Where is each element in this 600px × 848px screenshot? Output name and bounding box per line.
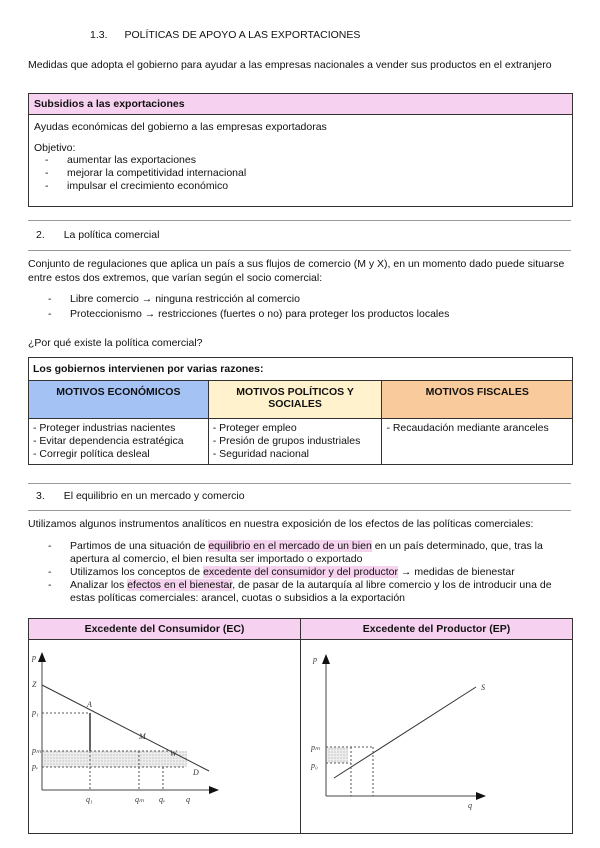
axis-label-q: q [186,795,190,804]
objetivo-label: Objetivo: [34,142,76,154]
producer-surplus-graph [301,640,572,825]
list-item [28,579,571,605]
label-qw: qᵥ [159,795,166,804]
list-item: - Corregir política desleal [33,448,150,460]
list-item: - Evitar dependencia estratégica [33,435,184,447]
label-qm: qₘ [135,795,144,804]
surplus-area [42,751,187,767]
list-item: - Proteger empleo [212,422,297,434]
consumer-surplus-graph [29,640,300,825]
supply-curve [334,687,476,778]
list-item [28,540,571,566]
section-title: POLÍTICAS DE APOYO A LAS EXPORTACIONES [124,29,361,41]
axis-label-p: p [32,653,36,662]
surplus-graphs-table [28,618,573,834]
y-axis-arrow [38,652,46,662]
section3-intro: Utilizamos algunos instrumentos analíticos en nuestra exposición de los efectos de las políticas comerciales: [28,518,534,530]
surplus-area [326,747,348,763]
section2-intro: Conjunto de regulaciones que aplica un país a sus flujos de comercio (M y X), en un momento dado puede situarse entre estos dos extremos, que varían según el socio comercial: [28,258,565,284]
producer-surplus-panel [301,619,572,833]
axis-label-q: q [468,801,472,810]
list-item: - impulsar el crecimiento económico [25,180,572,193]
section-title: La política comercial [63,229,160,241]
list-item: - Seguridad nacional [212,448,310,460]
list-item: - aumentar las exportaciones [25,154,572,167]
intro-paragraph: Medidas que adopta el gobierno para ayudar a las empresas nacionales a vender sus productos en el extranjero [28,59,552,71]
highlight: equilibrio en el mercado de un bien [208,540,372,552]
list-item [28,566,571,579]
label-pm: pₘ [32,746,41,755]
x-axis-arrow [209,786,219,794]
list-item: - mejorar la competitividad internacional [25,167,572,180]
highlight: excedente del consumidor y del productor [203,566,399,578]
subsidios-desc: Ayudas económicas del gobierno a las empresas exportadoras [34,121,327,133]
list-item: - Recaudación mediante aranceles [386,422,549,434]
y-axis-arrow [322,654,330,664]
motivos-fiscales-cell [382,419,572,465]
section-number: 3. [36,490,45,502]
divider [28,510,571,511]
consumer-surplus-panel [29,619,301,833]
point-m: M [139,732,146,741]
x-axis-arrow [476,792,486,800]
list-item: - Proteccionismo → restricciones (fuertes o no) para proteger los productos locales [28,307,571,322]
motivos-economicos-header: MOTIVOS ECONÓMICOS [29,381,208,419]
section-heading-2 [36,229,159,241]
curve-d: D [193,768,199,777]
subsidios-header: Subsidios a las exportaciones [29,94,572,115]
divider [28,483,571,484]
curve-s: S [481,683,485,692]
question-text: ¿Por qué existe la política comercial? [28,337,203,349]
text: en un país determinado, que, tras la apertura al comercio, el bien resulta ser importado o exportado [70,540,543,565]
motivos-table [28,357,573,465]
list-item: - Libre comercio → ninguna restricción al comercio [28,292,571,307]
list-item: - Proteger industrias nacientes [33,422,176,434]
consumer-surplus-title: Excedente del Consumidor (EC) [29,619,300,640]
list-item: - Presión de grupos industriales [212,435,361,447]
label-p1: p₁ [32,708,39,717]
section-heading-3 [36,490,245,502]
subsidios-box [28,93,573,207]
point-w: W [170,749,177,758]
motivos-politicos-cell [208,419,382,465]
label-pm: pₘ [311,743,320,752]
motivos-header: Los gobiernos intervienen por varias razones: [29,358,572,381]
label-q1: q₁ [86,795,93,804]
highlight: efectos en el bienestar [127,579,233,591]
text: Partimos de una situación de [70,540,209,552]
motivos-politicos-header: MOTIVOS POLÍTICOS Y SOCIALES [208,381,382,419]
text: → medidas de bienestar [398,566,515,578]
label-z: Z [32,680,37,689]
text: Analizar los [70,579,128,591]
motivos-economicos-cell [29,419,208,465]
point-a: A [87,700,92,709]
text: , de pasar de la autarquía al libre comercio y los de introducir una de estas políticas comerciales: arancel, cuotas o subsidios a la exportación [70,579,552,604]
section-number: 1.3. [90,29,108,41]
divider [28,250,571,251]
label-pw: pᵥ [32,762,39,771]
section-number: 2. [36,229,45,241]
text: Utilizamos los conceptos de [70,566,204,578]
axis-label-p: p [313,655,317,664]
motivos-fiscales-header: MOTIVOS FISCALES [382,381,572,419]
producer-surplus-title: Excedente del Productor (EP) [301,619,572,640]
label-p0: p₀ [311,761,318,770]
divider [28,220,571,221]
section-heading-1-3 [90,29,360,41]
section-title: El equilibrio en un mercado y comercio [63,490,245,502]
